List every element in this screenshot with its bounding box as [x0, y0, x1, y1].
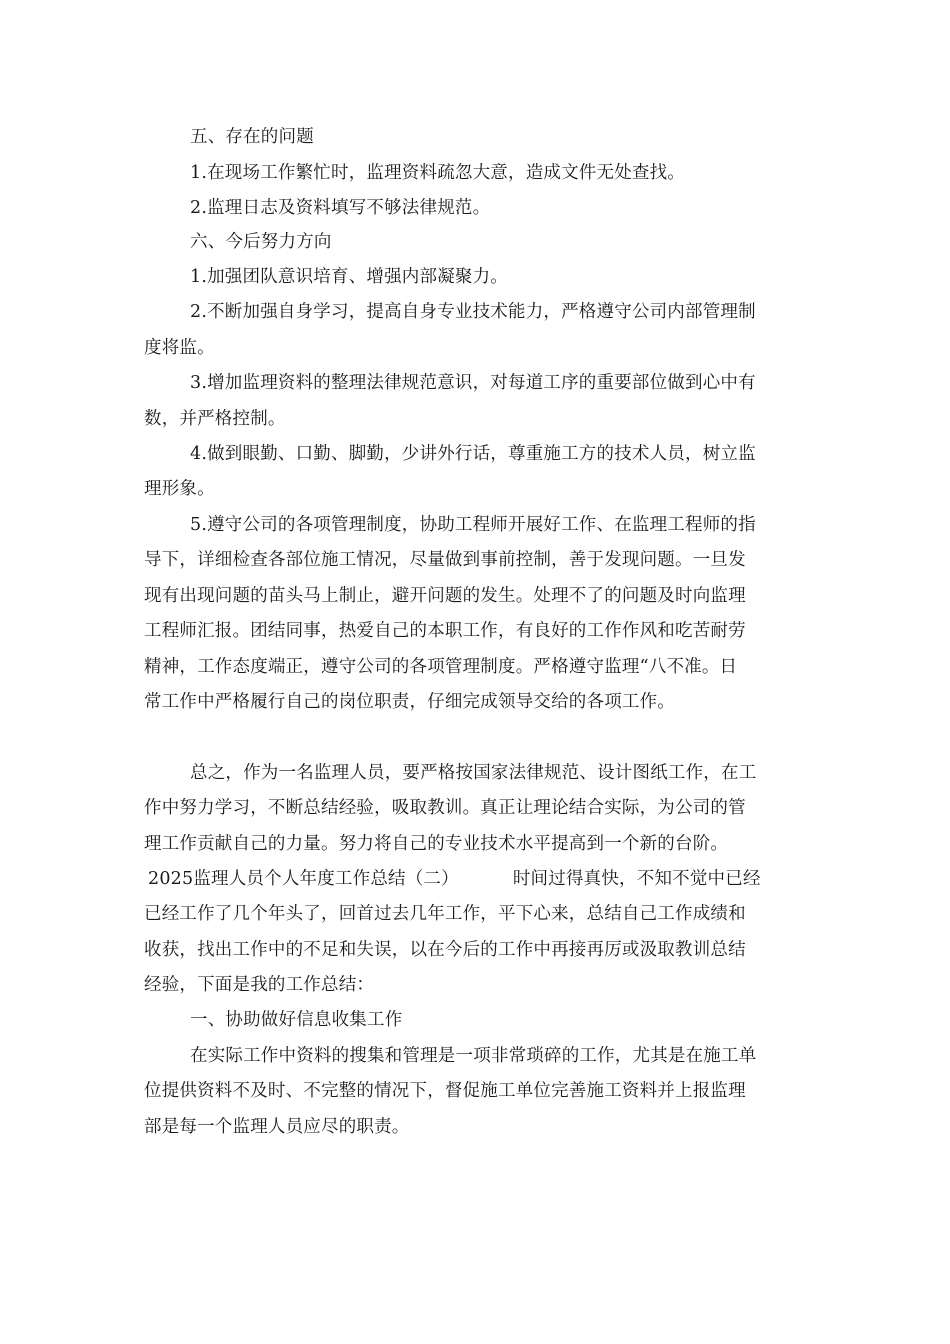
list-item-continuation: 精神，工作态度端正，遵守公司的各项管理制度。严格遵守监理“八不准。日 [144, 657, 738, 677]
part2-intro: 经验，下面是我的工作总结： [144, 975, 375, 995]
section-heading-directions: 六、今后努力方向 [190, 232, 332, 252]
list-item-continuation: 理形象。 [144, 479, 215, 499]
list-item-continuation: 现有出现问题的苗头马上制止，避开问题的发生。处理不了的问题及时向监理 [144, 586, 746, 606]
summary-paragraph: 总之，作为一名监理人员，要严格按国家法律规范、设计图纸工作，在工 [190, 763, 757, 783]
list-item: 2.监理日志及资料填写不够法律规范。 [190, 198, 491, 218]
list-item: 1.加强团队意识培育、增强内部凝聚力。 [190, 267, 508, 287]
summary-paragraph: 作中努力学习，不断总结经验，吸取教训。真正让理论结合实际，为公司的管 [144, 798, 746, 818]
part2-intro: 收获，找出工作中的不足和失误，以在今后的工作中再接再厉或汲取教训总结 [144, 940, 746, 960]
list-item: 4.做到眼勤、口勤、脚勤，少讲外行话，尊重施工方的技术人员，树立监 [190, 444, 756, 464]
list-item-continuation: 数，并严格控制。 [144, 409, 286, 429]
part2-paragraph: 位提供资料不及时、不完整的情况下，督促施工单位完善施工资料并上报监理 [144, 1081, 746, 1101]
part2-intro-start: 时间过得真快，不知不觉中已经 [512, 869, 761, 889]
part2-intro: 已经工作了几个年头了，回首过去几年工作，平下心来，总结自己工作成绩和 [144, 904, 746, 924]
list-item-continuation: 度将监。 [144, 338, 215, 358]
list-item-continuation: 导下，详细检查各部位施工情况，尽量做到事前控制，善于发现问题。一旦发 [144, 550, 746, 570]
part2-title-line [148, 868, 761, 890]
list-item: 2.不断加强自身学习，提高自身专业技术能力，严格遵守公司内部管理制 [190, 302, 756, 322]
part2-paragraph: 在实际工作中资料的搜集和管理是一项非常琐碎的工作，尤其是在施工单 [190, 1046, 757, 1066]
list-item: 3.增加监理资料的整理法律规范意识，对每道工序的重要部位做到心中有 [190, 373, 756, 393]
list-item: 5.遵守公司的各项管理制度，协助工程师开展好工作、在监理工程师的指 [190, 515, 756, 535]
part2-heading: 一、协助做好信息收集工作 [190, 1010, 403, 1030]
part2-paragraph: 部是每一个监理人员应尽的职责。 [144, 1117, 410, 1137]
section-heading-problems: 五、存在的问题 [190, 127, 314, 147]
list-item-continuation: 常工作中严格履行自己的岗位职责，仔细完成领导交给的各项工作。 [144, 692, 675, 712]
list-item-continuation: 工程师汇报。团结同事，热爱自己的本职工作，有良好的工作作风和吃苦耐劳 [144, 621, 746, 641]
summary-paragraph: 理工作贡献自己的力量。努力将自己的专业技术水平提高到一个新的台阶。 [144, 834, 729, 854]
list-item: 1.在现场工作繁忙时，监理资料疏忽大意，造成文件无处查找。 [190, 163, 685, 183]
part2-title: 2025监理人员个人年度工作总结（二） [148, 869, 459, 889]
